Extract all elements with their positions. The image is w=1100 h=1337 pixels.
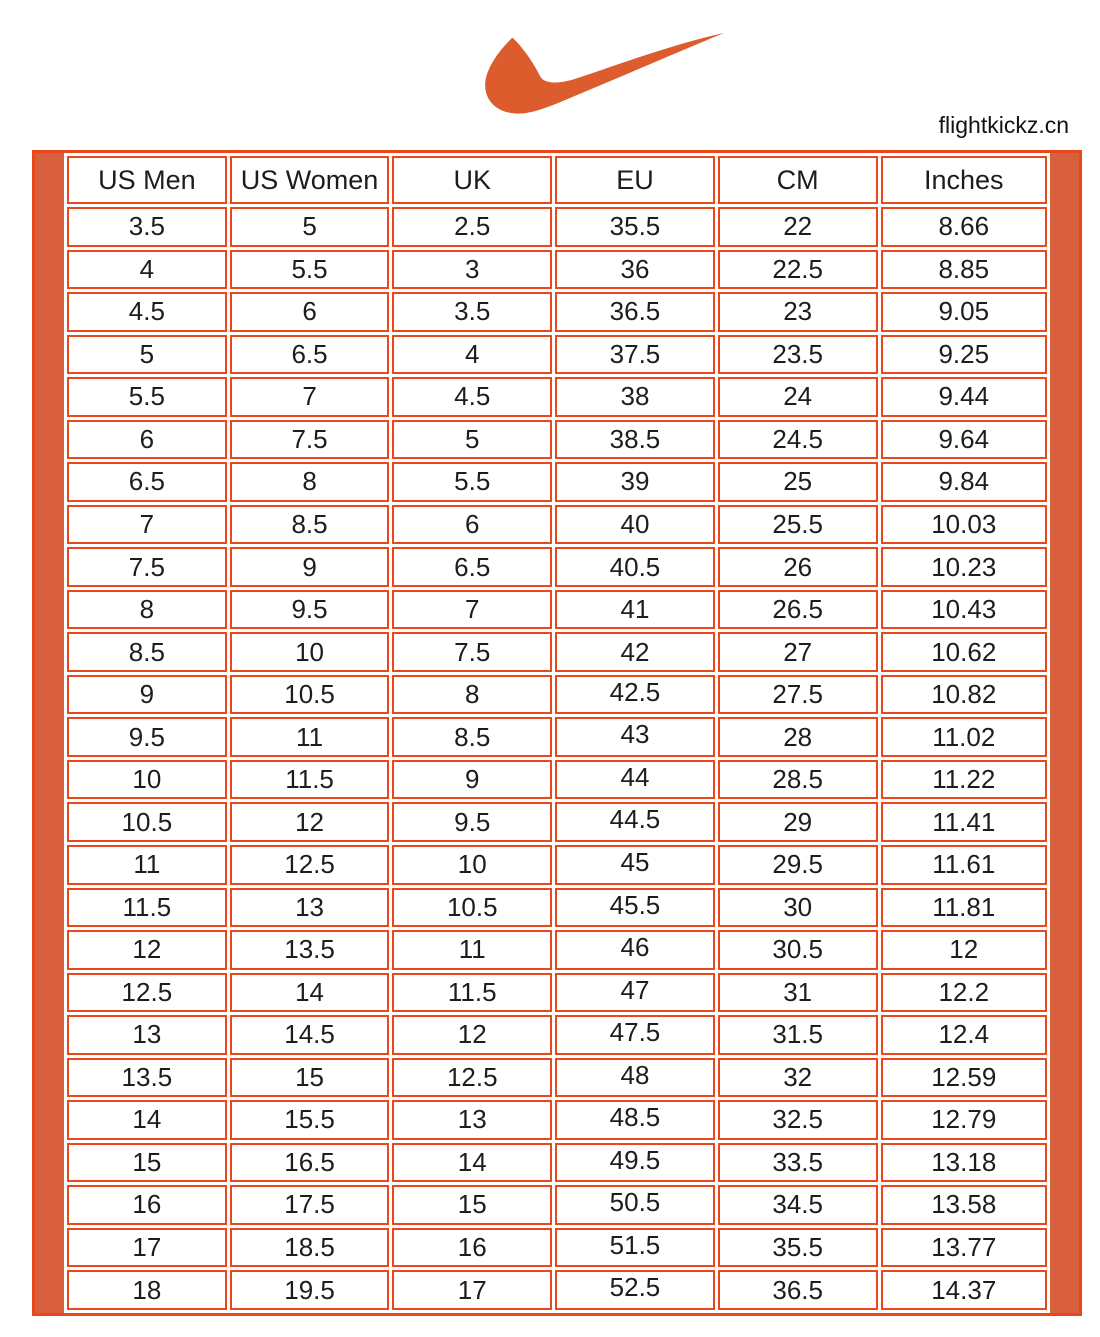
- size-cell: 12.2: [881, 973, 1047, 1013]
- table-row: [67, 547, 1047, 587]
- watermark-text: flightkickz.cn: [938, 112, 1069, 138]
- table-row: [67, 377, 1047, 417]
- size-cell: 11.41: [881, 802, 1047, 842]
- size-cell: 7: [67, 505, 227, 545]
- size-cell: 9.44: [881, 377, 1047, 417]
- header-row: [67, 156, 1047, 204]
- size-cell: 32: [718, 1058, 878, 1098]
- size-cell: 30.5: [718, 930, 878, 970]
- size-cell: 13.18: [881, 1143, 1047, 1183]
- size-cell: 8.66: [881, 207, 1047, 247]
- size-cell: 48: [555, 1058, 715, 1098]
- table-row: [67, 207, 1047, 247]
- size-cell: 36: [555, 250, 715, 290]
- table-row: [67, 462, 1047, 502]
- table-row: [67, 1015, 1047, 1055]
- size-cell: 12: [392, 1015, 552, 1055]
- size-table: [64, 153, 1050, 1313]
- size-cell: 8.85: [881, 250, 1047, 290]
- size-cell: 5.5: [67, 377, 227, 417]
- size-cell: 42.5: [555, 675, 715, 715]
- size-cell: 13.58: [881, 1185, 1047, 1225]
- size-cell: 6.5: [67, 462, 227, 502]
- table-row: [67, 335, 1047, 375]
- size-cell: 36.5: [555, 292, 715, 332]
- size-cell: 7: [392, 590, 552, 630]
- size-cell: 9: [392, 760, 552, 800]
- size-cell: 23.5: [718, 335, 878, 375]
- size-cell: 7.5: [230, 420, 390, 460]
- size-cell: 13.5: [230, 930, 390, 970]
- size-cell: 9.5: [230, 590, 390, 630]
- size-cell: 16: [67, 1185, 227, 1225]
- size-cell: 29.5: [718, 845, 878, 885]
- size-cell: 10.5: [392, 888, 552, 928]
- size-cell: 12.4: [881, 1015, 1047, 1055]
- size-cell: 47: [555, 973, 715, 1013]
- size-cell: 8: [392, 675, 552, 715]
- size-cell: 6.5: [392, 547, 552, 587]
- table-row: [67, 250, 1047, 290]
- table-row: [67, 590, 1047, 630]
- size-cell: 28.5: [718, 760, 878, 800]
- size-cell: 5.5: [230, 250, 390, 290]
- size-cell: 9.84: [881, 462, 1047, 502]
- table-row: [67, 1143, 1047, 1183]
- size-cell: 6: [230, 292, 390, 332]
- size-cell: 3: [392, 250, 552, 290]
- table-row: [67, 1185, 1047, 1225]
- size-cell: 13.5: [67, 1058, 227, 1098]
- size-cell: 34.5: [718, 1185, 878, 1225]
- size-cell: 15.5: [230, 1100, 390, 1140]
- size-cell: 10.03: [881, 505, 1047, 545]
- table-row: [67, 632, 1047, 672]
- size-cell: 14.37: [881, 1270, 1047, 1310]
- size-cell: 40: [555, 505, 715, 545]
- size-cell: 8: [230, 462, 390, 502]
- table-row: [67, 760, 1047, 800]
- size-cell: 45: [555, 845, 715, 885]
- size-cell: 9.64: [881, 420, 1047, 460]
- size-cell: 8.5: [67, 632, 227, 672]
- size-cell: 4: [67, 250, 227, 290]
- size-cell: 5.5: [392, 462, 552, 502]
- size-cell: 12.5: [230, 845, 390, 885]
- size-cell: 12.79: [881, 1100, 1047, 1140]
- size-cell: 4.5: [67, 292, 227, 332]
- size-cell: 4: [392, 335, 552, 375]
- size-cell: 8: [67, 590, 227, 630]
- size-cell: 6.5: [230, 335, 390, 375]
- size-cell: 16.5: [230, 1143, 390, 1183]
- size-cell: 8.5: [230, 505, 390, 545]
- size-cell: 24.5: [718, 420, 878, 460]
- size-cell: 51.5: [555, 1228, 715, 1268]
- size-cell: 7.5: [67, 547, 227, 587]
- size-cell: 14: [392, 1143, 552, 1183]
- size-cell: 14: [67, 1100, 227, 1140]
- size-cell: 47.5: [555, 1015, 715, 1055]
- size-cell: 10: [230, 632, 390, 672]
- size-cell: 13.77: [881, 1228, 1047, 1268]
- size-cell: 42: [555, 632, 715, 672]
- size-cell: 10.62: [881, 632, 1047, 672]
- size-cell: 22.5: [718, 250, 878, 290]
- table-row: [67, 420, 1047, 460]
- size-cell: 11: [67, 845, 227, 885]
- size-cell: 33.5: [718, 1143, 878, 1183]
- size-cell: 10: [67, 760, 227, 800]
- size-cell: 12: [230, 802, 390, 842]
- size-cell: 46: [555, 930, 715, 970]
- size-cell: 13: [392, 1100, 552, 1140]
- size-cell: 10.5: [230, 675, 390, 715]
- size-cell: 22: [718, 207, 878, 247]
- col-header-us-women: US Women: [230, 156, 390, 204]
- size-cell: 14.5: [230, 1015, 390, 1055]
- size-cell: 37.5: [555, 335, 715, 375]
- size-cell: 45.5: [555, 888, 715, 928]
- size-cell: 11.5: [392, 973, 552, 1013]
- size-cell: 27.5: [718, 675, 878, 715]
- size-cell: 43: [555, 717, 715, 757]
- size-cell: 5: [230, 207, 390, 247]
- size-cell: 26.5: [718, 590, 878, 630]
- size-cell: 48.5: [555, 1100, 715, 1140]
- size-cell: 17: [67, 1228, 227, 1268]
- col-header-uk: UK: [392, 156, 552, 204]
- size-cell: 13: [67, 1015, 227, 1055]
- table-row: [67, 802, 1047, 842]
- size-cell: 38: [555, 377, 715, 417]
- size-cell: 9.05: [881, 292, 1047, 332]
- size-cell: 15: [392, 1185, 552, 1225]
- size-table-body: [67, 207, 1047, 1310]
- size-cell: 31: [718, 973, 878, 1013]
- size-cell: 10: [392, 845, 552, 885]
- size-cell: 11.61: [881, 845, 1047, 885]
- size-cell: 9.5: [67, 717, 227, 757]
- size-cell: 3.5: [392, 292, 552, 332]
- size-cell: 28: [718, 717, 878, 757]
- size-cell: 11.02: [881, 717, 1047, 757]
- size-cell: 30: [718, 888, 878, 928]
- table-row: [67, 888, 1047, 928]
- table-row: [67, 675, 1047, 715]
- table-row: [67, 1058, 1047, 1098]
- size-cell: 9: [67, 675, 227, 715]
- size-cell: 6: [392, 505, 552, 545]
- size-cell: 18: [67, 1270, 227, 1310]
- size-cell: 12.59: [881, 1058, 1047, 1098]
- size-cell: 25.5: [718, 505, 878, 545]
- size-cell: 13: [230, 888, 390, 928]
- size-cell: 11: [392, 930, 552, 970]
- table-row: [67, 930, 1047, 970]
- size-cell: 36.5: [718, 1270, 878, 1310]
- table-row: [67, 845, 1047, 885]
- size-cell: 10.5: [67, 802, 227, 842]
- size-cell: 23: [718, 292, 878, 332]
- table-row: [67, 1270, 1047, 1310]
- size-cell: 41: [555, 590, 715, 630]
- size-chart: [32, 150, 1082, 1316]
- size-cell: 50.5: [555, 1185, 715, 1225]
- col-header-cm: CM: [718, 156, 878, 204]
- left-accent-bar: [35, 153, 64, 1313]
- size-cell: 49.5: [555, 1143, 715, 1183]
- size-cell: 26: [718, 547, 878, 587]
- size-cell: 52.5: [555, 1270, 715, 1310]
- table-row: [67, 292, 1047, 332]
- size-cell: 32.5: [718, 1100, 878, 1140]
- size-cell: 19.5: [230, 1270, 390, 1310]
- size-cell: 17: [392, 1270, 552, 1310]
- size-cell: 4.5: [392, 377, 552, 417]
- nike-swoosh-icon: [452, 30, 732, 122]
- size-cell: 16: [392, 1228, 552, 1268]
- size-cell: 10.82: [881, 675, 1047, 715]
- size-cell: 9.5: [392, 802, 552, 842]
- col-header-us-men: US Men: [67, 156, 227, 204]
- size-cell: 38.5: [555, 420, 715, 460]
- size-cell: 17.5: [230, 1185, 390, 1225]
- size-cell: 35.5: [718, 1228, 878, 1268]
- size-cell: 35.5: [555, 207, 715, 247]
- size-cell: 11: [230, 717, 390, 757]
- size-cell: 25: [718, 462, 878, 502]
- size-cell: 40.5: [555, 547, 715, 587]
- size-cell: 27: [718, 632, 878, 672]
- size-cell: 9: [230, 547, 390, 587]
- table-row: [67, 1228, 1047, 1268]
- table-row: [67, 1100, 1047, 1140]
- size-cell: 11.5: [230, 760, 390, 800]
- size-cell: 7: [230, 377, 390, 417]
- size-cell: 44.5: [555, 802, 715, 842]
- size-cell: 12: [67, 930, 227, 970]
- size-cell: 15: [67, 1143, 227, 1183]
- size-cell: 6: [67, 420, 227, 460]
- table-row: [67, 973, 1047, 1013]
- size-cell: 10.23: [881, 547, 1047, 587]
- size-cell: 14: [230, 973, 390, 1013]
- col-header-inches: Inches: [881, 156, 1047, 204]
- size-cell: 18.5: [230, 1228, 390, 1268]
- size-cell: 9.25: [881, 335, 1047, 375]
- size-cell: 3.5: [67, 207, 227, 247]
- size-cell: 10.43: [881, 590, 1047, 630]
- size-cell: 2.5: [392, 207, 552, 247]
- size-cell: 12.5: [67, 973, 227, 1013]
- right-accent-bar: [1050, 153, 1079, 1313]
- table-row: [67, 505, 1047, 545]
- size-cell: 44: [555, 760, 715, 800]
- size-cell: 29: [718, 802, 878, 842]
- size-cell: 11.5: [67, 888, 227, 928]
- table-row: [67, 717, 1047, 757]
- size-cell: 5: [392, 420, 552, 460]
- size-cell: 7.5: [392, 632, 552, 672]
- size-cell: 11.22: [881, 760, 1047, 800]
- size-cell: 8.5: [392, 717, 552, 757]
- col-header-eu: EU: [555, 156, 715, 204]
- size-cell: 24: [718, 377, 878, 417]
- size-cell: 31.5: [718, 1015, 878, 1055]
- size-cell: 5: [67, 335, 227, 375]
- size-cell: 11.81: [881, 888, 1047, 928]
- size-cell: 12.5: [392, 1058, 552, 1098]
- size-cell: 39: [555, 462, 715, 502]
- size-cell: 15: [230, 1058, 390, 1098]
- size-cell: 12: [881, 930, 1047, 970]
